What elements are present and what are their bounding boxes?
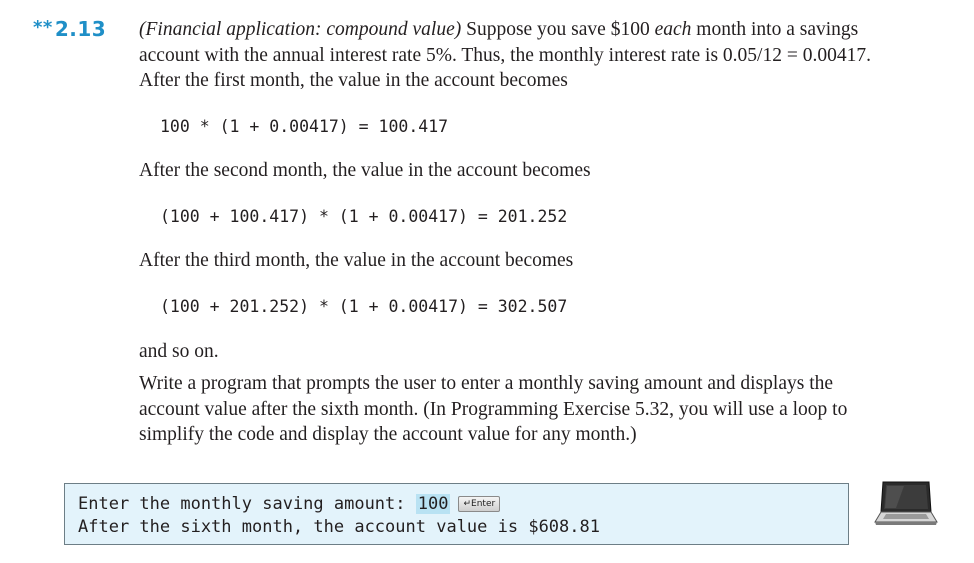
third-month-text: After the third month, the value in the account becomes xyxy=(139,250,574,271)
exercise-intro xyxy=(139,17,879,94)
code-second-month: (100 + 100.417) * (1 + 0.00417) = 201.252 xyxy=(160,207,568,226)
and-so-on-text: and so on. xyxy=(139,341,219,362)
exercise-number-label: 2.13 xyxy=(54,17,107,41)
sample-run-console xyxy=(64,483,849,545)
console-prompt-line xyxy=(78,493,848,516)
console-prompt: Enter the monthly saving amount: xyxy=(78,494,416,514)
console-user-input: 100 xyxy=(417,494,449,514)
second-month-text: After the second month, the value in the account becomes xyxy=(139,160,591,181)
laptop-icon xyxy=(874,480,938,526)
task-description: Write a program that prompts the user to enter a monthly saving amount and displays the account value after the sixth month. (In Programming Exercise 5.32, you will use a loop to simplify the code and display the account value for any month.) xyxy=(139,373,848,445)
code-third-month: (100 + 201.252) * (1 + 0.00417) = 302.507 xyxy=(160,297,568,316)
code-first-month: 100 * (1 + 0.00417) = 100.417 xyxy=(160,117,449,136)
exercise-number xyxy=(33,17,106,41)
enter-key-icon: ↵Enter xyxy=(458,496,500,512)
intro-text-2: month into a savings account with the annual interest rate 5%. Thus, the monthly interest rate is 0.05/12 = 0.00417. After the first month, the value in the account becomes xyxy=(139,19,871,91)
difficulty-stars: ** xyxy=(33,17,53,38)
intro-emphasis: each xyxy=(654,19,692,40)
exercise-title: (Financial application: compound value) xyxy=(139,19,462,40)
console-output-line: After the sixth month, the account value is $608.81 xyxy=(78,517,600,537)
intro-text-1: Suppose you save $100 xyxy=(461,19,655,40)
